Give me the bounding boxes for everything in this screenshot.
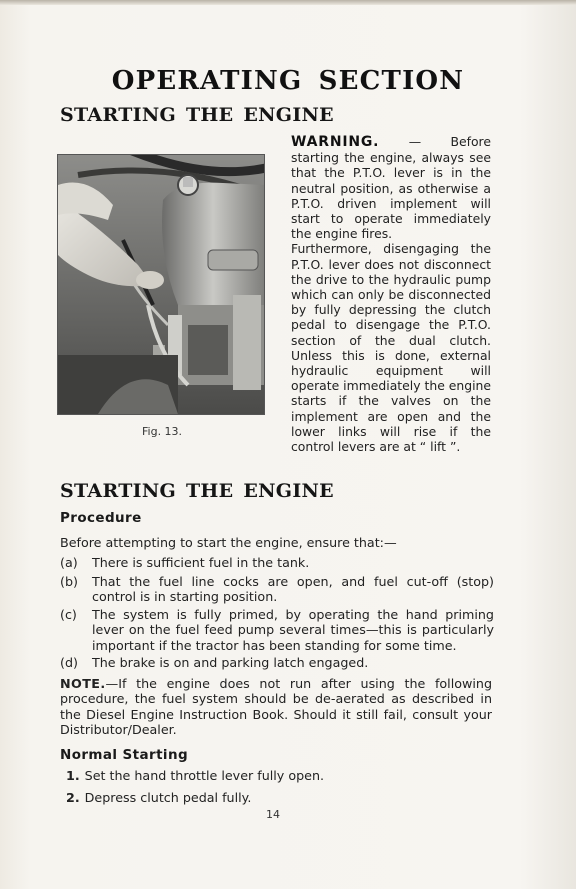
step-number: 2. [66,790,80,805]
condition-d [60,655,494,670]
step-text: Depress clutch pedal fully. [84,790,252,805]
note-text: —If the engine does not run after using the following procedure, the fuel system should be de-aerated as described in the Diesel Engine Instruction Book. Should it still fail, consult your Distributor/Dealer. [60,676,492,738]
warning-paragraph-2: Furthermore, disengaging the P.T.O. lever does not disconnect the drive to the hydraulic pump which can only be disconnected by fully depressing the clutch pedal to disengage the P.T.O. section of the dual clutch. Unless this is done, external hydraulic equipment will operate immediately the engine starts if the valves on the implement are open and the lower links will rise if the control levers are at “ lift ”. [291,241,492,455]
page-title: OPERATING SECTION [111,66,465,96]
condition-text: The system is fully primed, by operating the hand priming lever on the fuel feed pump several times—this is particularly important if the tractor has been standing for some time. [92,607,494,653]
note-label: NOTE. [60,676,106,691]
condition-letter: (b) [60,574,78,589]
step-number: 1. [66,768,80,783]
condition-a [60,555,494,570]
warning-label: WARNING. [291,134,380,150]
condition-b [60,574,494,605]
condition-letter: (c) [60,607,77,622]
procedure-intro: Before attempting to start the engine, ensure that:— [60,535,397,550]
section-heading-starting-engine: STARTING THE ENGINE [60,104,334,126]
condition-c [60,607,494,653]
condition-letter: (d) [60,655,78,670]
step-text: Set the hand throttle lever fully open. [84,768,325,783]
procedure-heading: Procedure [60,510,142,526]
normal-starting-heading: Normal Starting [60,747,189,763]
condition-text: The brake is on and parking latch engaged. [92,655,369,670]
engine-photo-illustration [58,155,264,414]
condition-letter: (a) [60,555,78,570]
warning-text: — Before starting the engine, always see that the P.T.O. lever is in the neutral position, as otherwise a P.T.O. driven implement will start to operate immediately the engine fires. [291,134,491,242]
step-item [66,790,251,805]
warning-paragraph [291,134,491,241]
condition-text: There is sufficient fuel in the tank. [92,555,310,570]
warning-block [291,134,491,454]
page-number: 14 [266,808,280,821]
page-top-edge [0,0,576,5]
step-item [66,768,324,783]
engine-photo [57,154,265,415]
section-heading-starting-engine-2: STARTING THE ENGINE [60,480,334,502]
note-paragraph [60,676,492,738]
figure-caption: Fig. 13. [142,425,183,438]
condition-text: That the fuel line cocks are open, and fuel cut-off (stop) control is in starting position. [92,574,494,605]
